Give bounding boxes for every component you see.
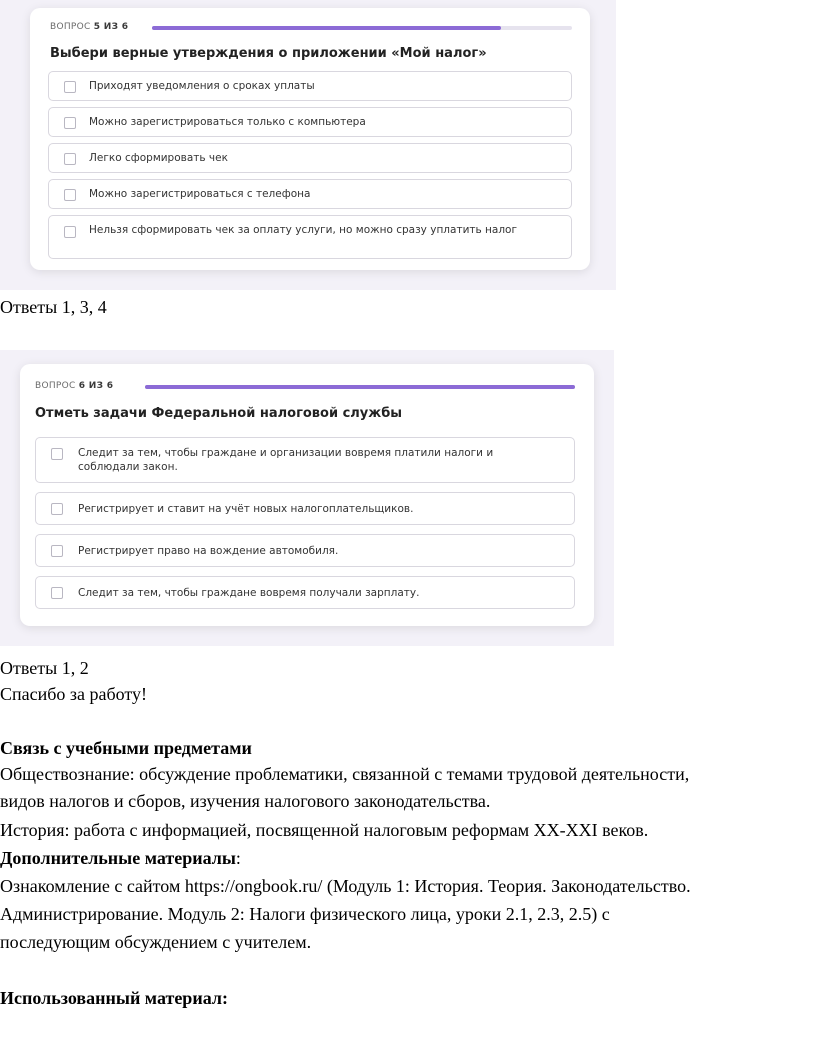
checkbox[interactable] xyxy=(64,117,76,129)
thanks-text: Спасибо за работу! xyxy=(0,684,148,704)
answer-option[interactable] xyxy=(35,534,575,567)
checkbox[interactable] xyxy=(51,587,63,599)
checkbox[interactable] xyxy=(51,448,63,460)
option-label: Легко сформировать чек xyxy=(89,152,228,164)
answer-option[interactable] xyxy=(35,437,575,483)
answer-option[interactable] xyxy=(48,107,572,137)
social-studies-line-2: видов налогов и сборов, изучения налогового законодательства. xyxy=(0,791,491,811)
extra-materials-heading: Дополнительные материалы: xyxy=(0,848,241,868)
quiz-card xyxy=(20,364,594,626)
quiz-screenshot-1 xyxy=(0,0,616,290)
option-label: Регистрирует право на вождение автомобиля. xyxy=(78,545,339,557)
extra-materials-line-2: Администрирование. Модуль 2: Налоги физического лица, уроки 2.1, 2.3, 2.5) с xyxy=(0,904,610,924)
extra-materials-line-3: последующим обсуждением с учителем. xyxy=(0,932,312,952)
option-label: Регистрирует и ставит на учёт новых налогоплательщиков. xyxy=(78,503,414,515)
answers-text-2: Ответы 1, 2 xyxy=(0,658,89,678)
option-label: Можно зарегистрироваться только с компьютера xyxy=(89,116,366,128)
quiz-screenshot-2 xyxy=(0,350,614,646)
question-title: Выбери верные утверждения о приложении «Мой налог» xyxy=(50,46,487,61)
history-line: История: работа с информацией, посвященной налоговым реформам XX-XXI веков. xyxy=(0,820,649,840)
answer-option[interactable] xyxy=(35,576,575,609)
checkbox[interactable] xyxy=(64,81,76,93)
progress-bar xyxy=(145,385,575,389)
checkbox[interactable] xyxy=(64,153,76,165)
answers-text-1: Ответы 1, 3, 4 xyxy=(0,297,107,317)
answer-option[interactable] xyxy=(48,71,572,101)
checkbox[interactable] xyxy=(51,503,63,515)
answer-option[interactable] xyxy=(48,215,572,259)
quiz-card xyxy=(30,8,590,270)
question-counter: ВОПРОС 5 ИЗ 6 xyxy=(50,22,129,32)
question-counter: ВОПРОС 6 ИЗ 6 xyxy=(35,381,114,391)
checkbox[interactable] xyxy=(64,226,76,238)
progress-fill xyxy=(152,26,501,30)
links-heading: Связь с учебными предметами xyxy=(0,738,252,758)
checkbox[interactable] xyxy=(64,189,76,201)
option-label: Можно зарегистрироваться с телефона xyxy=(89,188,311,200)
option-label: Следит за тем, чтобы граждане и организации вовремя платили налоги и соблюдали закон. xyxy=(78,447,494,473)
option-label: Приходят уведомления о сроках уплаты xyxy=(89,80,315,92)
question-title: Отметь задачи Федеральной налоговой службы xyxy=(35,406,403,421)
option-label: Нельзя сформировать чек за оплату услуги, но можно сразу уплатить налог xyxy=(89,224,517,236)
checkbox[interactable] xyxy=(51,545,63,557)
answer-option[interactable] xyxy=(48,143,572,173)
answer-option[interactable] xyxy=(48,179,572,209)
extra-materials-line-1: Ознакомление с сайтом https://ongbook.ru/ (Модуль 1: История. Теория. Законодательство. xyxy=(0,876,691,896)
used-material-heading: Использованный материал: xyxy=(0,988,228,1008)
answer-option[interactable] xyxy=(35,492,575,525)
progress-fill xyxy=(145,385,575,389)
social-studies-line-1: Обществознание: обсуждение проблематики, связанной с темами трудовой деятельности, xyxy=(0,764,690,784)
progress-bar xyxy=(152,26,572,30)
option-label: Следит за тем, чтобы граждане вовремя получали зарплату. xyxy=(78,587,420,599)
